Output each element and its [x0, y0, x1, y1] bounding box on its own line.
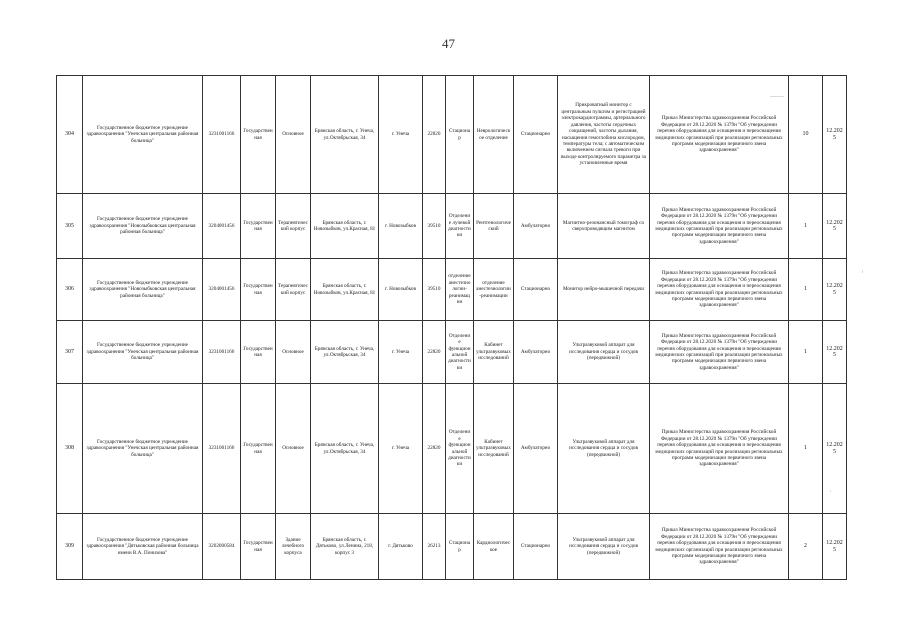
ownership-type: Государственная [241, 194, 276, 259]
regulatory-order: Приказ Министерства здравоохранения Российской Федерации от 28.12.2020 № 1379н "Об утверждении перечня оборудования для оснащения и переоснащения медицинских организаций при реализации региональных программ модернизации первичного звена здравоохранения" [650, 194, 789, 259]
address: Брянская область, г. Новозыбков, ул.Красная, 81 [311, 194, 379, 259]
okato-code: 22820 [423, 321, 446, 384]
regulatory-order: Приказ Министерства здравоохранения Российской Федерации от 28.12.2020 № 1379н "Об утверждении перечня оборудования для оснащения и переоснащения медицинских организаций при реализации региональных программ модернизации первичного звена здравоохранения" [650, 259, 789, 321]
division: отделение анестезиологии-реанимации [446, 259, 474, 321]
address: Брянская область, г. Унеча, ул.Октябрьская, 34 [311, 76, 379, 194]
division: Отделение функциональной диагностики [446, 321, 474, 384]
ownership-type: Государственная [241, 76, 276, 194]
table-row [57, 259, 847, 321]
department: Рентгенологический [474, 194, 514, 259]
organization-name: Государственное бюджетное учреждение здравоохранения "Новозыбковская центральная районная больница" [83, 259, 203, 321]
equipment-name: Монитор нейро-мышечной передачи [558, 259, 650, 321]
department: отделение анестезиологии-реанимации [474, 259, 514, 321]
care-conditions: Стационарно [514, 259, 558, 321]
quantity: 1 [789, 194, 823, 259]
address: Брянская область, г. Унеча, ул.Октябрьская, 34 [311, 321, 379, 384]
okato-code: 39510 [423, 259, 446, 321]
delivery-date: 12.2025 [823, 76, 847, 194]
ownership-type: Государственная [241, 259, 276, 321]
city: г. Дятьково [379, 514, 423, 580]
ownership-type: Государственная [241, 514, 276, 580]
address: Брянская область, г. Унеча, ул.Октябрьская, 34 [311, 384, 379, 514]
quantity: 1 [789, 384, 823, 514]
regulatory-order: Приказ Министерства здравоохранения Российской Федерации от 28.12.2020 № 1379н "Об утверждении перечня оборудования для оснащения и переоснащения медицинских организаций при реализации региональных программ модернизации первичного звена здравоохранения" [650, 514, 789, 580]
inn-code: 3204001456 [203, 259, 241, 321]
table-row [57, 76, 847, 194]
delivery-date: 12.2025 [823, 321, 847, 384]
building-name: Основное [276, 76, 311, 194]
regulatory-order: Приказ Министерства здравоохранения Российской Федерации от 28.12.2020 № 1379н "Об утверждении перечня оборудования для оснащения и переоснащения медицинских организаций при реализации региональных программ модернизации первичного звена здравоохранения" [650, 76, 789, 194]
equipment-name: Прикроватный монитор с центральным пультом и регистрацией электрокардиограммы, артериального давления, частоты сердечных сокращений, частоты дыхания, насыщения гемоглобина кислородом, температуры тела; с автоматическим включением сигнала тревоги при выходе контролируемого параметра за установленные время [558, 76, 650, 194]
table-row [57, 514, 847, 580]
delivery-date: 12.2025 [823, 384, 847, 514]
building-name: Терапевтический корпус [276, 259, 311, 321]
department: Неврологическое отделение [474, 76, 514, 194]
row-number: 305 [57, 194, 83, 259]
building-name: Основное [276, 321, 311, 384]
division: Отделение лучевой диагностики [446, 194, 474, 259]
city: г. Унеча [379, 321, 423, 384]
care-conditions: Амбулаторно [514, 384, 558, 514]
division: Стационар [446, 76, 474, 194]
row-number: 304 [57, 76, 83, 194]
care-conditions: Амбулаторно [514, 194, 558, 259]
quantity: 1 [789, 321, 823, 384]
ownership-type: Государственная [241, 321, 276, 384]
organization-name: Государственное бюджетное учреждение здравоохранения "Унечская центральная районная больница" [83, 76, 203, 194]
inn-code: 3204001456 [203, 194, 241, 259]
equipment-name: Магнитно-резонансный томограф со сверхпроводящим магнитом [558, 194, 650, 259]
organization-name: Государственное бюджетное учреждение здравоохранения "Дятьковская районная больница имени В.А. Понизова" [83, 514, 203, 580]
ownership-type: Государственная [241, 384, 276, 514]
care-conditions: Амбулаторно [514, 321, 558, 384]
table-row [57, 321, 847, 384]
address: Брянская область, г. Новозыбков, ул.Красная, 81 [311, 259, 379, 321]
department: Кабинет ультразвуковых исследований [474, 384, 514, 514]
regulatory-order: Приказ Министерства здравоохранения Российской Федерации от 28.12.2020 № 1379н "Об утверждении перечня оборудования для оснащения и переоснащения медицинских организаций при реализации региональных программ модернизации первичного звена здравоохранения" [650, 321, 789, 384]
organization-name: Государственное бюджетное учреждение здравоохранения "Унечская центральная районная больница" [83, 384, 203, 514]
page-number: 47 [442, 36, 455, 51]
okato-code: 26213 [423, 514, 446, 580]
city: г. Унеча [379, 76, 423, 194]
delivery-date: 12.2025 [823, 514, 847, 580]
inn-code: 3231001166 [203, 384, 241, 514]
department: Кардиологическое [474, 514, 514, 580]
quantity: 1 [789, 259, 823, 321]
quantity: 10 [789, 76, 823, 194]
quantity: 2 [789, 514, 823, 580]
row-number: 306 [57, 259, 83, 321]
building-name: Основное [276, 384, 311, 514]
okato-code: 22820 [423, 384, 446, 514]
table-row [57, 194, 847, 259]
equipment-name: Ультразвуковой аппарат для исследования сердца и сосудов (передвижной) [558, 321, 650, 384]
division: Стационар [446, 514, 474, 580]
care-conditions: Стационарно [514, 76, 558, 194]
regulatory-order: Приказ Министерства здравоохранения Российской Федерации от 28.12.2020 № 1379н "Об утверждении перечня оборудования для оснащения и переоснащения медицинских организаций при реализации региональных программ модернизации первичного звена здравоохранения" [650, 384, 789, 514]
building-name: Здание лечебного корпуса [276, 514, 311, 580]
okato-code: 39510 [423, 194, 446, 259]
organization-name: Государственное бюджетное учреждение здравоохранения "Унечская центральная районная больница" [83, 321, 203, 384]
division: Отделение функциональной диагностики [446, 384, 474, 514]
delivery-date: 12.2025 [823, 259, 847, 321]
inn-code: 3202000584 [203, 514, 241, 580]
care-conditions: Стационарно [514, 514, 558, 580]
equipment-name: Ультразвуковой аппарат для исследования сердца и сосудов (передвижной) [558, 514, 650, 580]
row-number: 308 [57, 384, 83, 514]
equipment-table [56, 75, 847, 580]
building-name: Терапевтический корпус [276, 194, 311, 259]
city: г. Новозыбков [379, 259, 423, 321]
address: Брянская область, г. Дятьково, ул.Ленина, 218, корпус 3 [311, 514, 379, 580]
equipment-name: Ультразвуковой аппарат для исследования сердца и сосудов (передвижной) [558, 384, 650, 514]
okato-code: 22820 [423, 76, 446, 194]
table-row [57, 384, 847, 514]
department: Кабинет ультразвуковых исследований [474, 321, 514, 384]
inn-code: 3231001166 [203, 76, 241, 194]
row-number: 307 [57, 321, 83, 384]
city: г. Новозыбков [379, 194, 423, 259]
organization-name: Государственное бюджетное учреждение здравоохранения "Новозыбковская центральная районная больница" [83, 194, 203, 259]
inn-code: 3231001166 [203, 321, 241, 384]
row-number: 309 [57, 514, 83, 580]
city: г. Унеча [379, 384, 423, 514]
delivery-date: 12.2025 [823, 194, 847, 259]
